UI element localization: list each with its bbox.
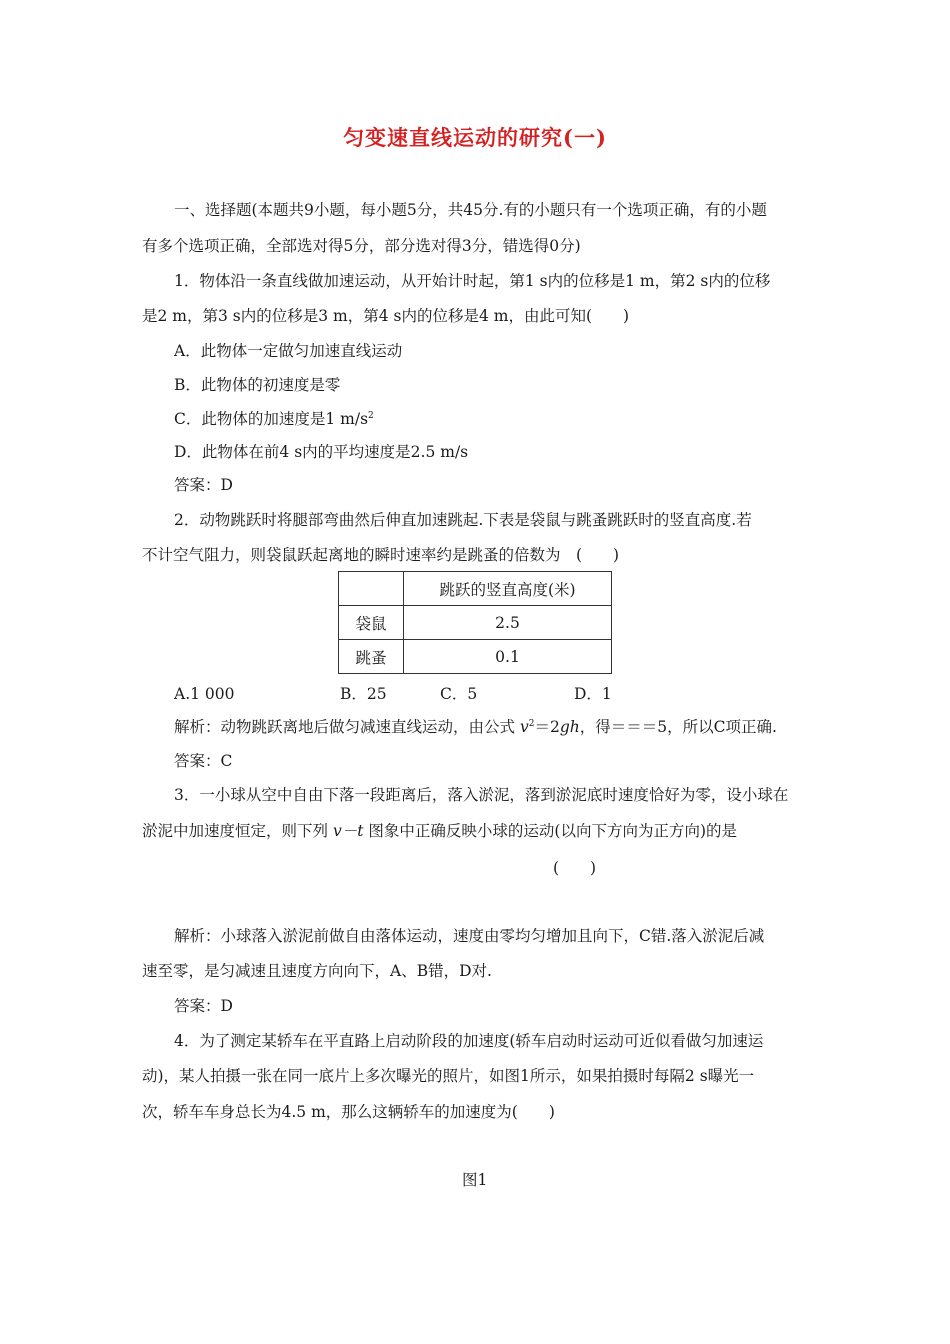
q1-option-c-sup: 2 bbox=[368, 410, 374, 421]
q1-stem-line1: 1．物体沿一条直线做加速运动，从开始计时起，第1 s内的位移是1 m，第2 s内的位移 bbox=[174, 272, 771, 290]
q1-option-c bbox=[174, 409, 374, 429]
q3-stem2-post: 图象中正确反映小球的运动(以向下方向为正方向)的是 bbox=[368, 822, 737, 840]
q3-vt-label: v－t bbox=[332, 822, 364, 840]
q2-option-b: B．25 bbox=[340, 685, 387, 703]
q4-stem-line3: 次，轿车车身总长为4.5 m，那么这辆轿车的加速度为( ) bbox=[142, 1103, 555, 1121]
q2-option-a: A.1 000 bbox=[174, 685, 235, 703]
q2-analysis-post: ，得＝＝＝5，所以C项正确. bbox=[579, 718, 777, 736]
q1-stem-line2: 是2 m，第3 s内的位移是3 m，第4 s内的位移是4 m，由此可知( ) bbox=[142, 307, 630, 325]
table-row bbox=[339, 606, 612, 640]
q2-stem-line2: 不计空气阻力，则袋鼠跃起离地的瞬时速率约是跳蚤的倍数为 ( ) bbox=[142, 546, 620, 564]
table-row-label: 跳蚤 bbox=[339, 640, 404, 674]
formula-eq: ＝2 bbox=[534, 718, 560, 736]
q3-answer: 答案：D bbox=[174, 997, 233, 1015]
q4-stem-line1: 4．为了测定某轿车在平直路上启动阶段的加速度(轿车启动时运动可近似看做匀加速运 bbox=[174, 1032, 764, 1050]
section-intro-line2: 有多个选项正确，全部选对得5分，部分选对得3分，错选得0分) bbox=[142, 237, 581, 255]
q2-analysis-pre: 解析：动物跳跃离地后做匀减速直线运动，由公式 bbox=[174, 718, 516, 736]
q1-option-b: B．此物体的初速度是零 bbox=[174, 376, 341, 394]
q1-option-c-text: C．此物体的加速度是1 m/s bbox=[174, 410, 369, 428]
table-header-empty bbox=[339, 572, 404, 606]
jump-height-table bbox=[338, 571, 612, 674]
q3-answer-bracket: ( ) bbox=[553, 859, 597, 877]
formula-sup: 2 bbox=[528, 718, 535, 729]
table-row bbox=[339, 640, 612, 674]
section-intro-line1: 一、选择题(本题共9小题，每小题5分，共45分.有的小题只有一个选项正确，有的小题 bbox=[174, 201, 767, 219]
formula-gh: gh bbox=[559, 718, 580, 736]
q2-answer: 答案：C bbox=[174, 752, 233, 770]
q1-option-d: D．此物体在前4 s内的平均速度是2.5 m/s bbox=[174, 443, 469, 461]
table-header-cell: 跳跃的竖直高度(米) bbox=[404, 572, 612, 606]
q2-stem-line1: 2．动物跳跃时将腿部弯曲然后伸直加速跳起.下表是袋鼠与跳蚤跳跃时的竖直高度.若 bbox=[174, 511, 752, 529]
q4-stem-line2: 动)，某人拍摄一张在同一底片上多次曝光的照片，如图1所示，如果拍摄时每隔2 s曝光一 bbox=[142, 1067, 755, 1085]
table-header-row bbox=[339, 572, 612, 606]
q3-stem2-pre: 淤泥中加速度恒定，则下列 bbox=[142, 822, 329, 840]
q2-option-d: D．1 bbox=[574, 685, 612, 703]
page-title: 匀变速直线运动的研究(一) bbox=[343, 125, 607, 150]
q2-option-c: C．5 bbox=[440, 685, 478, 703]
q3-analysis-line1: 解析：小球落入淤泥前做自由落体运动，速度由零均匀增加且向下，C错.落入淤泥后减 bbox=[174, 927, 765, 945]
q3-analysis-line2: 速至零，是匀减速且速度方向向下，A、B错，D对. bbox=[142, 962, 492, 980]
q3-stem-line1: 3．一小球从空中自由下落一段距离后，落入淤泥，落到淤泥底时速度恰好为零，设小球在 bbox=[174, 786, 789, 804]
q2-analysis bbox=[174, 717, 777, 737]
formula-v: v bbox=[519, 718, 529, 736]
q3-stem-line2 bbox=[142, 821, 737, 841]
table-row-value: 2.5 bbox=[404, 606, 612, 640]
q1-answer: 答案：D bbox=[174, 476, 233, 494]
figure-caption: 图1 bbox=[462, 1171, 488, 1189]
q1-option-a: A．此物体一定做匀加速直线运动 bbox=[174, 342, 403, 360]
table-row-label: 袋鼠 bbox=[339, 606, 404, 640]
table-row-value: 0.1 bbox=[404, 640, 612, 674]
